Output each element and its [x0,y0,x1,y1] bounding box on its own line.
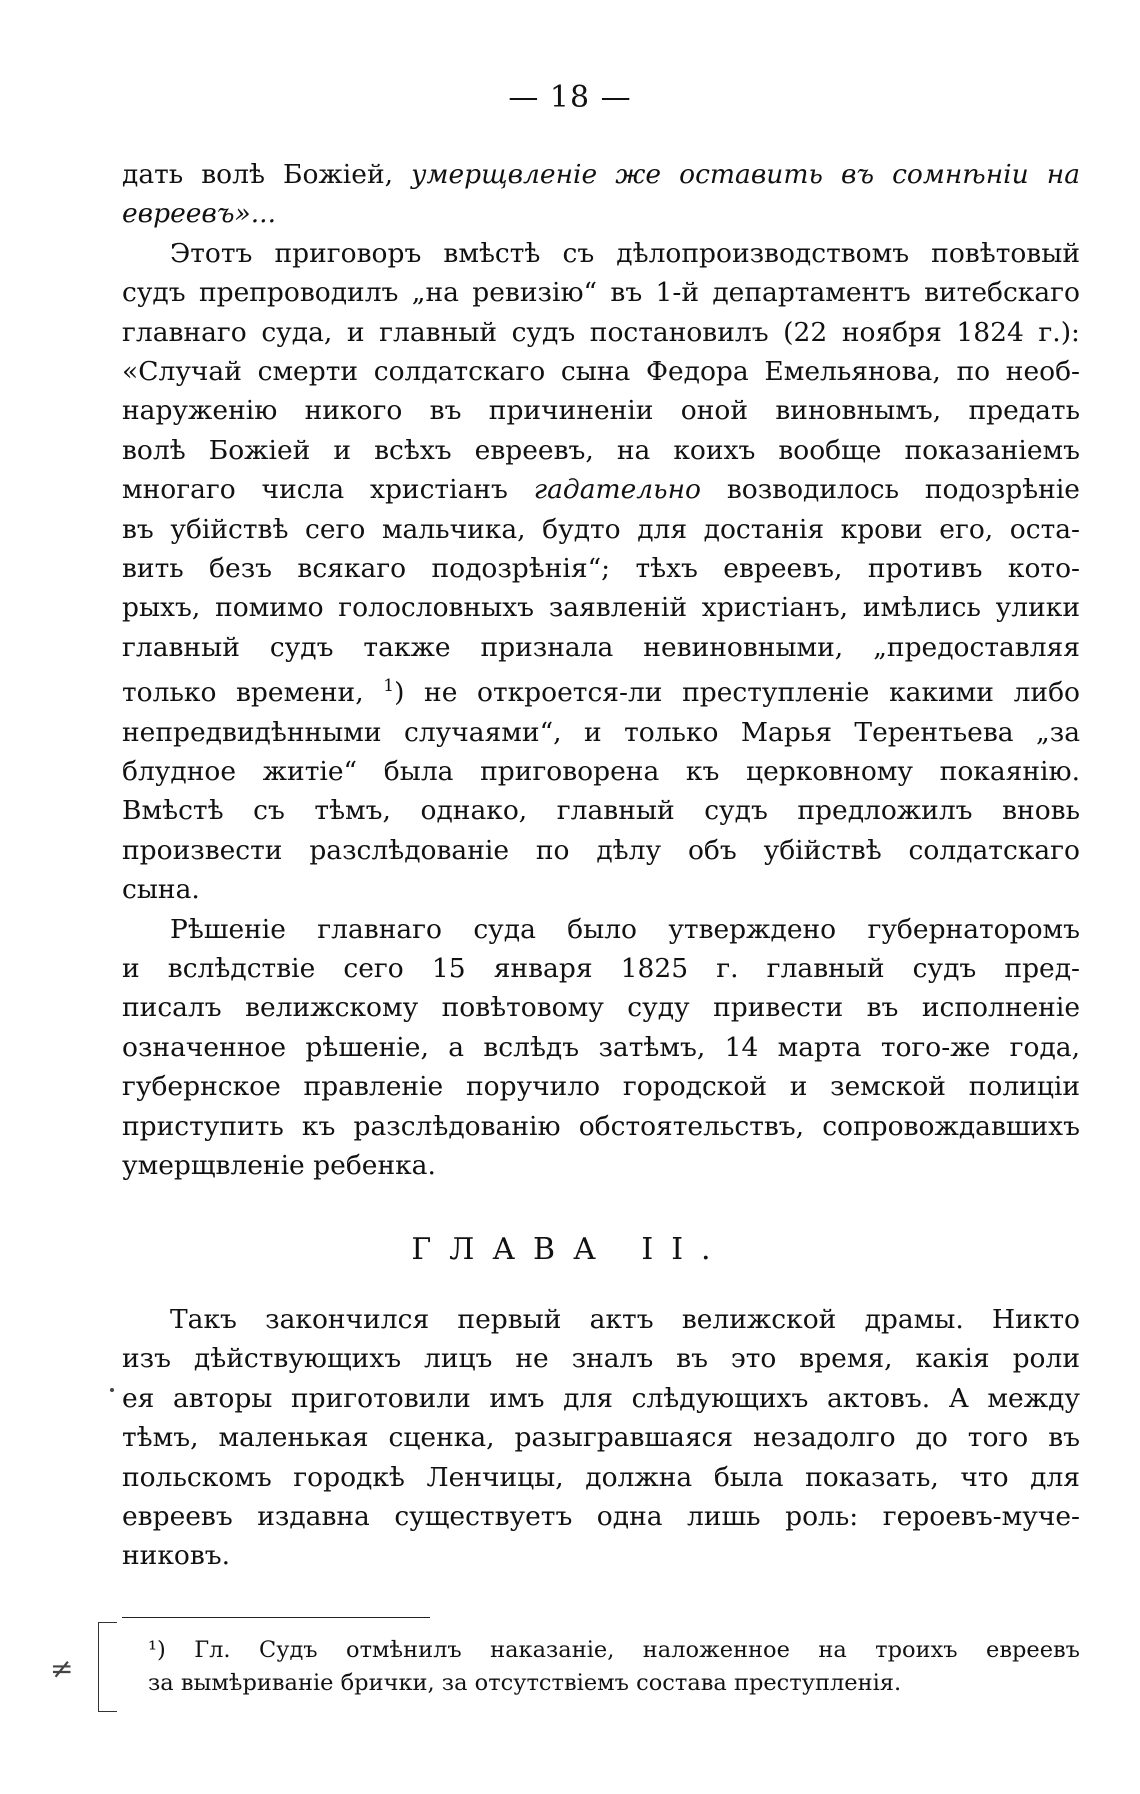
text-line: тѣмъ, маленькая сценка, разыгравшаяся незадолго до того въ [122,1422,1080,1454]
text-line: главнаго суда, и главный судъ постановилъ (22 ноября 1824 г.): [122,316,1080,348]
text-line: изъ дѣйствующихъ лицъ не зналъ въ это время, какія роли [122,1343,1080,1375]
margin-bracket [98,1622,117,1712]
text-span: только времени, [122,677,384,709]
margin-mark: ≠ [50,1652,74,1685]
chapter-heading: ГЛАВА II. [411,1232,729,1267]
text-line [122,470,1080,509]
text-span: Гл. Судъ отмѣнилъ наказаніе, наложенное на троихъ евреевъ [194,1637,1081,1663]
text-line [122,667,1080,712]
page-number: — 18 — [508,80,632,115]
italic-span: евреевъ [122,198,235,230]
text-line: произвести разслѣдованіе по дѣлу объ убійствѣ солдатскаго [122,834,1080,866]
text-line: непредвидѣнными случаями“, и только Марья Терентьева „за [122,716,1080,748]
text-line: сына. [122,874,200,906]
text-line: Рѣшеніе главнаго суда было утверждено губернаторомъ [170,913,1080,945]
text-span: ) не откроется-ли преступленіе какими либо [394,677,1080,709]
text-line: наруженію никого въ причиненіи оной виновнымъ, предать [122,395,1080,427]
text-span: многаго числа христіанъ [122,474,534,506]
footnote-rule [122,1617,430,1618]
text-line: означенное рѣшеніе, а вслѣдъ затѣмъ, 14 марта того-же года, [122,1031,1080,1063]
text-line: польскомъ городкѣ Ленчицы, должна была показать, что для [122,1461,1080,1493]
text-line: главный судъ также признала невиновными, „предоставляя [122,631,1080,663]
text-line: вить безъ всякаго подозрѣнія“; тѣхъ евреевъ, противъ кото- [122,553,1080,585]
text-line: приступить къ разслѣдованію обстоятельствъ, сопровождавшихъ [122,1110,1080,1142]
chapter-text [122,1300,1080,1576]
text-line: Вмѣстѣ съ тѣмъ, однако, главный судъ предложилъ вновь [122,795,1080,827]
text-span: »... [234,198,277,230]
text-span: возводилось подозрѣніе [701,474,1080,506]
footnote-marker: ¹) [148,1637,195,1663]
footnote [148,1634,1080,1700]
text-line: волѣ Божіей и всѣхъ евреевъ, на коихъ вообще показаніемъ [122,434,1080,466]
text-line: никовъ. [122,1540,231,1572]
footnote-ref[interactable]: 1 [383,676,395,697]
main-text [122,155,1080,1185]
text-line: судъ препроводилъ „на ревизію“ въ 1-й департаментъ витебскаго [122,277,1080,309]
text-line: евреевъ издавна существуетъ одна лишь роль: героевъ-муче- [122,1501,1080,1533]
text-line [122,155,1080,194]
text-line: писалъ велижскому повѣтовому суду привести въ исполненіе [122,992,1080,1024]
text-span: дать волѣ Божіей, [122,159,412,190]
text-line: Такъ закончился первый актъ велижской драмы. Никто [170,1304,1080,1335]
text-line: умерщвленіе ребенка. [122,1149,436,1181]
text-line: блудное житіе“ была приговорена къ церковному покаянію. [122,755,1080,787]
text-line: губернское правленіе поручило городской и земской полиціи [122,1071,1080,1103]
text-line: ея авторы приготовили имъ для слѣдующихъ актовъ. А между [122,1382,1080,1414]
italic-span: умерщвленіе же оставить въ сомнѣніи на [411,159,1080,190]
italic-span: гадательно [533,474,702,506]
text-line: рыхъ, помимо голословныхъ заявленій христіанъ, имѣлись улики [122,592,1080,624]
text-line: въ убійствѣ сего мальчика, будто для достанія крови его, оста- [122,513,1080,545]
text-line [122,194,1080,233]
margin-dot [110,1388,114,1392]
text-line: «Случай смерти солдатскаго сына Федора Емельянова, по необ- [122,356,1080,388]
text-line: Этотъ приговоръ вмѣстѣ съ дѣлопроизводствомъ повѣтовый [170,237,1080,269]
footnote-line [148,1634,1080,1667]
text-line: и вслѣдствіе сего 15 января 1825 г. главный судъ пред- [122,952,1080,984]
footnote-line: за вымѣриваніе брички, за отсутствіемъ состава преступленія. [148,1670,902,1696]
